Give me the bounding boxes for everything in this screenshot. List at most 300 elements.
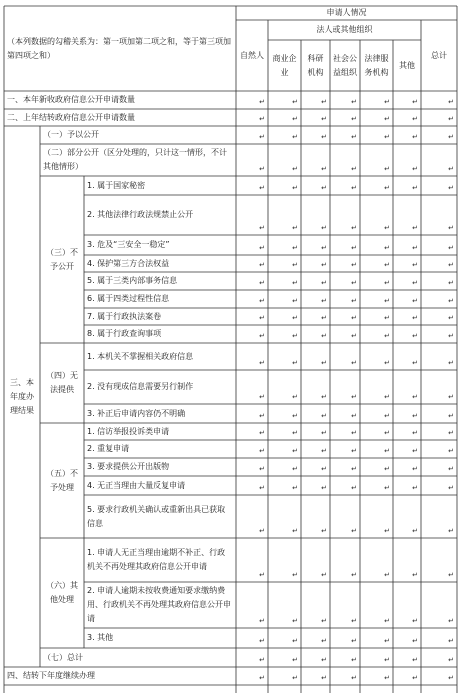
not-open-item-value-cell[interactable] bbox=[268, 255, 301, 272]
cell-mark: ↵ bbox=[259, 637, 265, 645]
cannot-provide-item-value-cell[interactable] bbox=[268, 343, 301, 370]
header-applicant-text: 申请人情况 bbox=[326, 8, 367, 17]
not-process-item-value-cell[interactable] bbox=[330, 423, 360, 440]
header-social bbox=[330, 40, 360, 91]
not-process-item-value-cell[interactable] bbox=[421, 495, 457, 538]
not-open-item-text: 5. 属于三类内部事务信息 bbox=[87, 276, 178, 285]
other-process-item-value-cell[interactable] bbox=[301, 628, 330, 648]
cell-mark: ↵ bbox=[448, 165, 454, 173]
other-process-item-value-cell[interactable] bbox=[360, 628, 393, 648]
cell-mark: ↵ bbox=[321, 637, 327, 645]
header-note-text: （本列数据的勾稽关系为：第一项加第二项之和，等于第三项加第四项之和） bbox=[7, 36, 231, 60]
cannot-provide-item-value-cell[interactable] bbox=[421, 343, 457, 370]
cell-mark: ↵ bbox=[384, 184, 390, 192]
not-open-item-value-cell[interactable] bbox=[236, 325, 268, 343]
cell-mark: ↵ bbox=[321, 115, 327, 123]
other-process-item-value-cell[interactable] bbox=[268, 628, 301, 648]
row-total7-value-cell[interactable] bbox=[330, 648, 360, 667]
not-open-item-value-cell[interactable] bbox=[393, 290, 421, 308]
header-natural-person bbox=[236, 20, 268, 91]
cell-mark: ↵ bbox=[448, 393, 454, 401]
header-legal-group bbox=[268, 20, 421, 40]
cell-mark: ↵ bbox=[321, 261, 327, 269]
cannot-provide-item-text: 2. 没有现成信息需要另行制作 bbox=[87, 382, 194, 391]
not-process-item-value-cell[interactable] bbox=[330, 440, 360, 458]
cell-mark: ↵ bbox=[384, 393, 390, 401]
other-process-item-value-cell[interactable] bbox=[360, 582, 393, 628]
cell-mark: ↵ bbox=[259, 447, 265, 455]
row-open-value-cell[interactable] bbox=[360, 126, 393, 144]
not-process-item-value-cell[interactable] bbox=[268, 476, 301, 495]
cell-mark: ↵ bbox=[351, 244, 357, 252]
not-process-label bbox=[40, 423, 84, 538]
not-open-item-value-cell[interactable] bbox=[301, 272, 330, 290]
not-open-item-value-cell[interactable] bbox=[330, 290, 360, 308]
row-partial-value-cell[interactable] bbox=[421, 144, 457, 176]
not-process-item-value-cell[interactable] bbox=[268, 495, 301, 538]
row-new-requests-text: 一、本年新收政府信息公开申请数量 bbox=[7, 95, 135, 104]
not-process-item-value-cell[interactable] bbox=[268, 458, 301, 476]
cannot-provide-item-value-cell[interactable] bbox=[268, 404, 301, 423]
not-process-item-value-cell[interactable] bbox=[393, 495, 421, 538]
row-partial-value-cell[interactable] bbox=[393, 144, 421, 176]
not-open-item-value-cell[interactable] bbox=[330, 176, 360, 195]
not-open-item-value-cell[interactable] bbox=[393, 255, 421, 272]
cell-mark: ↵ bbox=[384, 261, 390, 269]
cell-mark: ↵ bbox=[412, 412, 418, 420]
not-open-item-text: 1. 属于国家秘密 bbox=[87, 180, 146, 190]
not-open-item-text: 7. 属于行政执法案卷 bbox=[87, 311, 162, 321]
not-open-item-value-cell[interactable] bbox=[393, 195, 421, 235]
cell-mark: ↵ bbox=[412, 465, 418, 473]
not-open-item-value-cell[interactable] bbox=[268, 272, 301, 290]
other-process-item-value-cell[interactable] bbox=[421, 628, 457, 648]
cell-mark: ↵ bbox=[384, 115, 390, 123]
other-process-item-value-cell[interactable] bbox=[301, 582, 330, 628]
not-open-item-value-cell[interactable] bbox=[236, 235, 268, 255]
not-process-item-text: 1. 信访举报投诉类申请 bbox=[87, 426, 170, 436]
not-process-item-value-cell[interactable] bbox=[360, 423, 393, 440]
other-process-item-value-cell[interactable] bbox=[268, 582, 301, 628]
cannot-provide-item-value-cell[interactable] bbox=[360, 343, 393, 370]
not-process-item-value-cell[interactable] bbox=[360, 495, 393, 538]
not-process-item-value-cell[interactable] bbox=[360, 476, 393, 495]
section-three-label bbox=[4, 126, 40, 667]
cell-mark: ↵ bbox=[384, 484, 390, 492]
row-open-value-cell[interactable] bbox=[330, 126, 360, 144]
not-open-item-value-cell[interactable] bbox=[360, 235, 393, 255]
cell-mark: ↵ bbox=[412, 617, 418, 625]
not-open-item bbox=[84, 325, 236, 343]
cell-mark: ↵ bbox=[292, 244, 298, 252]
not-open-item-text: 3. 危及“三安全一稳定” bbox=[87, 240, 170, 249]
cell-mark: ↵ bbox=[448, 184, 454, 192]
row-partial-value-cell[interactable] bbox=[360, 144, 393, 176]
not-process-item-text: 5. 要求行政机关确认或重新出具已获取信息 bbox=[87, 504, 226, 528]
cell-mark: ↵ bbox=[292, 133, 298, 141]
cell-mark: ↵ bbox=[351, 393, 357, 401]
not-open-item-value-cell[interactable] bbox=[421, 255, 457, 272]
cannot-provide-item-value-cell[interactable] bbox=[360, 370, 393, 404]
other-process-item-value-cell[interactable] bbox=[268, 538, 301, 582]
not-open-item-value-cell[interactable] bbox=[393, 325, 421, 343]
not-open-item-value-cell[interactable] bbox=[268, 308, 301, 325]
cell-mark: ↵ bbox=[412, 332, 418, 340]
not-process-item-value-cell[interactable] bbox=[393, 476, 421, 495]
row-carried-over-value-cell[interactable] bbox=[330, 109, 360, 126]
not-process-item-value-cell[interactable] bbox=[393, 440, 421, 458]
not-open-item-value-cell[interactable] bbox=[236, 255, 268, 272]
not-open-item-value-cell[interactable] bbox=[421, 290, 457, 308]
not-open-item-value-cell[interactable] bbox=[330, 272, 360, 290]
not-open-item-value-cell[interactable] bbox=[393, 308, 421, 325]
not-process-item bbox=[84, 476, 236, 495]
not-open-item-value-cell[interactable] bbox=[236, 272, 268, 290]
cell-mark: ↵ bbox=[321, 429, 327, 437]
other-process-item-value-cell[interactable] bbox=[236, 538, 268, 582]
row-open-value-cell[interactable] bbox=[421, 126, 457, 144]
cell-mark: ↵ bbox=[448, 656, 454, 664]
cannot-provide-item-value-cell[interactable] bbox=[393, 404, 421, 423]
cannot-provide-item-value-cell[interactable] bbox=[236, 343, 268, 370]
not-process-item-value-cell[interactable] bbox=[268, 440, 301, 458]
not-open-item-value-cell[interactable] bbox=[360, 255, 393, 272]
cell-mark: ↵ bbox=[292, 447, 298, 455]
not-open-item-value-cell[interactable] bbox=[360, 176, 393, 195]
cannot-provide-item-value-cell[interactable] bbox=[393, 370, 421, 404]
not-open-item-value-cell[interactable] bbox=[393, 235, 421, 255]
other-process-item-value-cell[interactable] bbox=[421, 582, 457, 628]
cell-mark: ↵ bbox=[292, 429, 298, 437]
not-open-item-value-cell[interactable] bbox=[301, 195, 330, 235]
cell-mark: ↵ bbox=[351, 412, 357, 420]
cannot-provide-item-value-cell[interactable] bbox=[330, 404, 360, 423]
cannot-provide-item-value-cell[interactable] bbox=[421, 404, 457, 423]
row-carry-forward-value-cell[interactable] bbox=[301, 667, 330, 685]
cannot-provide-item-text: 3. 补正后申请内容仍不明确 bbox=[87, 408, 186, 418]
cell-mark: ↵ bbox=[321, 332, 327, 340]
other-process-item bbox=[84, 582, 236, 628]
row-carry-forward-value-cell[interactable] bbox=[236, 667, 268, 685]
cannot-provide-item-value-cell[interactable] bbox=[360, 404, 393, 423]
row-total7-value-cell[interactable] bbox=[301, 648, 330, 667]
cell-mark: ↵ bbox=[351, 484, 357, 492]
not-open-item-value-cell[interactable] bbox=[236, 195, 268, 235]
cannot-provide-item-value-cell[interactable] bbox=[330, 370, 360, 404]
row-carry-forward-value-cell[interactable] bbox=[360, 667, 393, 685]
row-total7-text: （七）总计 bbox=[43, 652, 83, 662]
not-open-item-value-cell[interactable] bbox=[236, 308, 268, 325]
row-new-requests-value-cell[interactable] bbox=[393, 91, 421, 109]
not-open-item-value-cell[interactable] bbox=[330, 195, 360, 235]
cell-mark: ↵ bbox=[412, 359, 418, 367]
cell-mark: ↵ bbox=[384, 617, 390, 625]
row-new-requests-value-cell[interactable] bbox=[301, 91, 330, 109]
row-open-value-cell[interactable] bbox=[393, 126, 421, 144]
row-carried-over-value-cell[interactable] bbox=[301, 109, 330, 126]
row-carry-forward bbox=[4, 667, 236, 685]
header-natural-person-text: 自然人 bbox=[240, 50, 264, 60]
not-open-item-value-cell[interactable] bbox=[393, 272, 421, 290]
cell-mark: ↵ bbox=[259, 359, 265, 367]
cell-mark: ↵ bbox=[412, 98, 418, 106]
header-legal-service bbox=[360, 40, 393, 91]
header-legal-group-text: 法人或其他组织 bbox=[316, 25, 373, 34]
not-open-item-value-cell[interactable] bbox=[301, 308, 330, 325]
row-new-requests-value-cell[interactable] bbox=[236, 91, 268, 109]
row-carried-over-value-cell[interactable] bbox=[268, 109, 301, 126]
cell-mark: ↵ bbox=[292, 279, 298, 287]
not-open-item-text: 6. 属于四类过程性信息 bbox=[87, 294, 170, 303]
row-carried-over-value-cell[interactable] bbox=[236, 109, 268, 126]
not-open-item-value-cell[interactable] bbox=[236, 176, 268, 195]
not-open-item-value-cell[interactable] bbox=[421, 235, 457, 255]
cell-mark: ↵ bbox=[259, 656, 265, 664]
cell-mark: ↵ bbox=[448, 297, 454, 305]
row-open-value-cell[interactable] bbox=[236, 126, 268, 144]
row-total7-value-cell[interactable] bbox=[360, 648, 393, 667]
cell-mark: ↵ bbox=[351, 184, 357, 192]
cannot-provide-item-value-cell[interactable] bbox=[421, 370, 457, 404]
other-process-item-text: 1. 申请人无正当理由逾期不补正、行政机关不再处理其政府信息公开申请 bbox=[87, 548, 226, 571]
not-process-item-value-cell[interactable] bbox=[421, 476, 457, 495]
not-process-item-value-cell[interactable] bbox=[236, 423, 268, 440]
cell-mark: ↵ bbox=[321, 314, 327, 322]
row-partial bbox=[40, 144, 236, 176]
not-process-item-value-cell[interactable] bbox=[360, 440, 393, 458]
not-open-item-value-cell[interactable] bbox=[360, 290, 393, 308]
not-open-item-value-cell[interactable] bbox=[301, 290, 330, 308]
not-process-item-value-cell[interactable] bbox=[301, 458, 330, 476]
cell-mark: ↵ bbox=[292, 314, 298, 322]
row-partial-value-cell[interactable] bbox=[236, 144, 268, 176]
cell-mark: ↵ bbox=[384, 314, 390, 322]
cell-mark: ↵ bbox=[292, 571, 298, 579]
row-partial-value-cell[interactable] bbox=[301, 144, 330, 176]
row-new-requests-value-cell[interactable] bbox=[421, 91, 457, 109]
cannot-provide-item-value-cell[interactable] bbox=[301, 343, 330, 370]
other-process-item-value-cell[interactable] bbox=[393, 538, 421, 582]
not-open-item bbox=[84, 176, 236, 195]
not-process-item-value-cell[interactable] bbox=[268, 423, 301, 440]
not-open-item-value-cell[interactable] bbox=[360, 308, 393, 325]
header-social-text: 社会公益组织 bbox=[333, 53, 357, 77]
cell-mark: ↵ bbox=[412, 244, 418, 252]
row-open-value-cell[interactable] bbox=[301, 126, 330, 144]
not-process-item-value-cell[interactable] bbox=[236, 495, 268, 538]
row-partial-value-cell[interactable] bbox=[330, 144, 360, 176]
other-process-item-value-cell[interactable] bbox=[393, 582, 421, 628]
not-process-item-value-cell[interactable] bbox=[236, 440, 268, 458]
not-open-item-value-cell[interactable] bbox=[330, 235, 360, 255]
row-carry-forward-value-cell[interactable] bbox=[330, 667, 360, 685]
row-partial-text: （二）部分公开（区分处理的，只计这一情形，不计其他情形） bbox=[43, 148, 227, 171]
not-process-item-value-cell[interactable] bbox=[393, 458, 421, 476]
cell-mark: ↵ bbox=[412, 314, 418, 322]
not-open-item-value-cell[interactable] bbox=[421, 308, 457, 325]
row-total7-value-cell[interactable] bbox=[393, 648, 421, 667]
cell-mark: ↵ bbox=[292, 656, 298, 664]
cell-mark: ↵ bbox=[448, 674, 454, 682]
not-process-item-value-cell[interactable] bbox=[301, 476, 330, 495]
row-open-value-cell[interactable] bbox=[268, 126, 301, 144]
other-process-item-value-cell[interactable] bbox=[421, 538, 457, 582]
not-open-item-value-cell[interactable] bbox=[268, 235, 301, 255]
not-open-item-value-cell[interactable] bbox=[301, 325, 330, 343]
not-process-item-value-cell[interactable] bbox=[421, 423, 457, 440]
cell-mark: ↵ bbox=[448, 115, 454, 123]
cannot-provide-item-value-cell[interactable] bbox=[393, 343, 421, 370]
not-open-item-value-cell[interactable] bbox=[301, 255, 330, 272]
not-process-item-value-cell[interactable] bbox=[360, 458, 393, 476]
other-process-label-text: （六）其他处理 bbox=[46, 581, 78, 604]
other-process-item-value-cell[interactable] bbox=[330, 628, 360, 648]
row-carry-forward-value-cell[interactable] bbox=[268, 667, 301, 685]
not-open-item-value-cell[interactable] bbox=[393, 176, 421, 195]
not-open-item-value-cell[interactable] bbox=[421, 176, 457, 195]
cell-mark: ↵ bbox=[412, 133, 418, 141]
not-open-item-value-cell[interactable] bbox=[330, 325, 360, 343]
cannot-provide-item-value-cell[interactable] bbox=[236, 404, 268, 423]
cell-mark: ↵ bbox=[448, 224, 454, 232]
not-open-item-value-cell[interactable] bbox=[421, 195, 457, 235]
not-process-item-value-cell[interactable] bbox=[301, 440, 330, 458]
not-process-label-text: （五）不予处理 bbox=[46, 468, 78, 492]
cell-mark: ↵ bbox=[412, 224, 418, 232]
cell-mark: ↵ bbox=[412, 261, 418, 269]
row-carry-forward-value-cell[interactable] bbox=[393, 667, 421, 685]
not-process-item-value-cell[interactable] bbox=[236, 458, 268, 476]
cell-mark: ↵ bbox=[351, 637, 357, 645]
other-process-item bbox=[84, 538, 236, 582]
not-open-item-value-cell[interactable] bbox=[360, 325, 393, 343]
row-partial-value-cell[interactable] bbox=[268, 144, 301, 176]
not-process-item-value-cell[interactable] bbox=[301, 423, 330, 440]
cell-mark: ↵ bbox=[351, 465, 357, 473]
not-process-item bbox=[84, 458, 236, 476]
not-process-item-value-cell[interactable] bbox=[236, 476, 268, 495]
row-new-requests-value-cell[interactable] bbox=[330, 91, 360, 109]
cell-mark: ↵ bbox=[292, 297, 298, 305]
not-open-item-value-cell[interactable] bbox=[301, 176, 330, 195]
row-new-requests-value-cell[interactable] bbox=[360, 91, 393, 109]
other-process-item-value-cell[interactable] bbox=[360, 538, 393, 582]
row-carried-over-value-cell[interactable] bbox=[421, 109, 457, 126]
cannot-provide-item-value-cell[interactable] bbox=[236, 370, 268, 404]
row-open-text: （一）予以公开 bbox=[43, 130, 99, 139]
row-total7-value-cell[interactable] bbox=[236, 648, 268, 667]
row-carried-over-value-cell[interactable] bbox=[360, 109, 393, 126]
not-open-item-value-cell[interactable] bbox=[421, 272, 457, 290]
not-open-item-value-cell[interactable] bbox=[268, 195, 301, 235]
row-carried-over-value-cell[interactable] bbox=[393, 109, 421, 126]
other-process-item-value-cell[interactable] bbox=[236, 582, 268, 628]
row-carried-over-text: 二、上年结转政府信息公开申请数量 bbox=[7, 112, 135, 122]
cannot-provide-item-value-cell[interactable] bbox=[330, 343, 360, 370]
not-process-item-value-cell[interactable] bbox=[301, 495, 330, 538]
cannot-provide-item-value-cell[interactable] bbox=[301, 404, 330, 423]
not-open-item-value-cell[interactable] bbox=[236, 290, 268, 308]
row-carry-forward-value-cell[interactable] bbox=[421, 667, 457, 685]
cell-mark: ↵ bbox=[292, 184, 298, 192]
not-open-item bbox=[84, 195, 236, 235]
cell-mark: ↵ bbox=[412, 393, 418, 401]
not-open-item-value-cell[interactable] bbox=[421, 325, 457, 343]
other-process-item-value-cell[interactable] bbox=[236, 628, 268, 648]
cell-mark: ↵ bbox=[448, 465, 454, 473]
not-process-item-value-cell[interactable] bbox=[421, 458, 457, 476]
cell-mark: ↵ bbox=[412, 484, 418, 492]
cell-mark: ↵ bbox=[412, 674, 418, 682]
cell-mark: ↵ bbox=[351, 527, 357, 535]
header-total-text: 总计 bbox=[431, 50, 447, 60]
row-new-requests bbox=[4, 91, 236, 109]
not-open-item-value-cell[interactable] bbox=[301, 235, 330, 255]
cell-mark: ↵ bbox=[351, 447, 357, 455]
cell-mark: ↵ bbox=[384, 165, 390, 173]
cannot-provide-item-value-cell[interactable] bbox=[301, 370, 330, 404]
not-open-item-value-cell[interactable] bbox=[360, 272, 393, 290]
other-process-item-value-cell[interactable] bbox=[393, 628, 421, 648]
cell-mark: ↵ bbox=[384, 224, 390, 232]
cell-mark: ↵ bbox=[384, 465, 390, 473]
cell-mark: ↵ bbox=[412, 447, 418, 455]
not-process-item-value-cell[interactable] bbox=[330, 458, 360, 476]
cell-mark: ↵ bbox=[448, 261, 454, 269]
not-open-item-value-cell[interactable] bbox=[268, 325, 301, 343]
not-process-item-value-cell[interactable] bbox=[330, 495, 360, 538]
cell-mark: ↵ bbox=[384, 429, 390, 437]
cell-mark: ↵ bbox=[292, 484, 298, 492]
cell-mark: ↵ bbox=[292, 224, 298, 232]
cell-mark: ↵ bbox=[292, 465, 298, 473]
cell-mark: ↵ bbox=[259, 297, 265, 305]
cell-mark: ↵ bbox=[321, 527, 327, 535]
row-total7-value-cell[interactable] bbox=[421, 648, 457, 667]
not-process-item-value-cell[interactable] bbox=[393, 423, 421, 440]
other-process-item-text: 2. 申请人逾期未按收费通知要求缴纳费用、行政机关不再处理其政府信息公开申请 bbox=[87, 586, 231, 623]
cell-mark: ↵ bbox=[448, 332, 454, 340]
cell-mark: ↵ bbox=[321, 656, 327, 664]
cell-mark: ↵ bbox=[259, 184, 265, 192]
not-open-item-value-cell[interactable] bbox=[360, 195, 393, 235]
not-process-item-value-cell[interactable] bbox=[330, 476, 360, 495]
cell-mark: ↵ bbox=[351, 297, 357, 305]
cell-mark: ↵ bbox=[259, 412, 265, 420]
cell-mark: ↵ bbox=[412, 656, 418, 664]
other-process-item-value-cell[interactable] bbox=[330, 582, 360, 628]
cannot-provide-item-value-cell[interactable] bbox=[268, 370, 301, 404]
row-carried-over bbox=[4, 109, 236, 126]
cell-mark: ↵ bbox=[321, 244, 327, 252]
not-process-item-value-cell[interactable] bbox=[421, 440, 457, 458]
row-total7-value-cell[interactable] bbox=[268, 648, 301, 667]
not-open-item-value-cell[interactable] bbox=[268, 176, 301, 195]
cell-mark: ↵ bbox=[412, 297, 418, 305]
cell-mark: ↵ bbox=[321, 393, 327, 401]
cell-mark: ↵ bbox=[448, 429, 454, 437]
not-open-item-value-cell[interactable] bbox=[330, 255, 360, 272]
not-open-item-value-cell[interactable] bbox=[268, 290, 301, 308]
not-open-item-value-cell[interactable] bbox=[330, 308, 360, 325]
cell-mark: ↵ bbox=[321, 184, 327, 192]
cell-mark: ↵ bbox=[351, 314, 357, 322]
cell-mark: ↵ bbox=[321, 412, 327, 420]
header-research-text: 科研机构 bbox=[307, 53, 324, 77]
row-new-requests-value-cell[interactable] bbox=[268, 91, 301, 109]
other-process-item-value-cell[interactable] bbox=[301, 538, 330, 582]
other-process-item-value-cell[interactable] bbox=[330, 538, 360, 582]
